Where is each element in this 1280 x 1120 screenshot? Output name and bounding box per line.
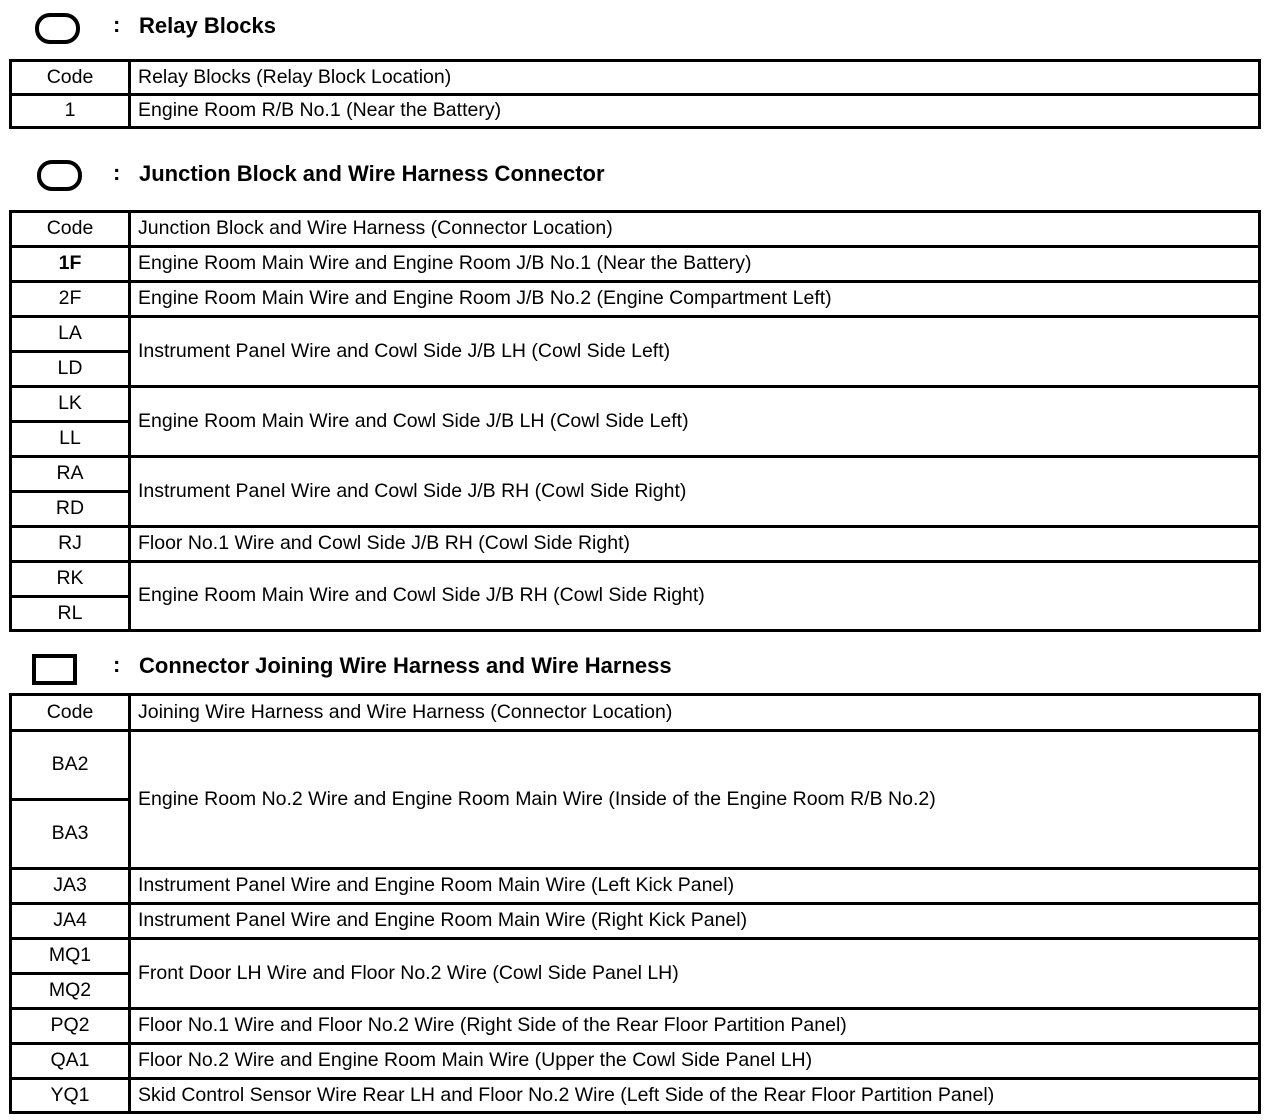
code-cell: LA — [11, 317, 130, 352]
relay-blocks-heading — [0, 8, 1280, 44]
code-cell: LK — [11, 387, 130, 422]
location-cell: Front Door LH Wire and Floor No.2 Wire (Cowl Side Panel LH) — [130, 939, 1260, 1009]
junction-block-table — [9, 210, 1261, 632]
code-cell: 2F — [11, 282, 130, 317]
table-row — [11, 95, 1260, 128]
relay-blocks-table — [9, 59, 1261, 129]
code-cell: LL — [11, 422, 130, 457]
heading-colon: : — [113, 160, 121, 185]
code-cell: MQ1 — [11, 939, 130, 974]
connector-joining-heading — [0, 648, 1280, 684]
code-cell: RL — [11, 597, 130, 631]
code-cell: RJ — [11, 527, 130, 562]
code-cell: RA — [11, 457, 130, 492]
code-cell: PQ2 — [11, 1009, 130, 1044]
table-row — [11, 731, 1260, 800]
code-cell: JA4 — [11, 904, 130, 939]
location-header: Junction Block and Wire Harness (Connector Location) — [130, 212, 1260, 247]
rounded-box-icon — [35, 13, 80, 44]
table-row — [11, 387, 1260, 422]
table-header-row — [11, 212, 1260, 247]
table-row — [11, 1079, 1260, 1113]
location-cell: Instrument Panel Wire and Engine Room Main Wire (Right Kick Panel) — [130, 904, 1260, 939]
code-header: Code — [11, 695, 130, 731]
section-title: Junction Block and Wire Harness Connector — [139, 161, 605, 186]
code-cell: RD — [11, 492, 130, 527]
code-cell: RK — [11, 562, 130, 597]
table-header-row — [11, 61, 1260, 95]
location-cell: Instrument Panel Wire and Engine Room Main Wire (Left Kick Panel) — [130, 869, 1260, 904]
code-cell: LD — [11, 352, 130, 387]
location-cell: Floor No.2 Wire and Engine Room Main Wire (Upper the Cowl Side Panel LH) — [130, 1044, 1260, 1079]
code-cell: JA3 — [11, 869, 130, 904]
location-cell: Engine Room R/B No.1 (Near the Battery) — [130, 95, 1260, 128]
table-row — [11, 904, 1260, 939]
location-cell: Skid Control Sensor Wire Rear LH and Floor No.2 Wire (Left Side of the Rear Floor Partition Panel) — [130, 1079, 1260, 1113]
section-title: Relay Blocks — [139, 13, 276, 38]
table-row — [11, 457, 1260, 492]
code-cell: YQ1 — [11, 1079, 130, 1113]
table-row — [11, 282, 1260, 317]
table-row — [11, 1009, 1260, 1044]
location-cell: Floor No.1 Wire and Cowl Side J/B RH (Cowl Side Right) — [130, 527, 1260, 562]
connector-joining-table — [9, 693, 1261, 1114]
heading-colon: : — [113, 12, 121, 37]
code-cell: 1 — [11, 95, 130, 128]
table-row — [11, 247, 1260, 282]
location-cell: Engine Room Main Wire and Engine Room J/B No.2 (Engine Compartment Left) — [130, 282, 1260, 317]
junction-block-heading — [0, 156, 1280, 192]
location-cell: Engine Room No.2 Wire and Engine Room Main Wire (Inside of the Engine Room R/B No.2) — [130, 731, 1260, 869]
code-cell: QA1 — [11, 1044, 130, 1079]
section-title: Connector Joining Wire Harness and Wire Harness — [139, 653, 672, 678]
table-header-row — [11, 695, 1260, 731]
location-cell: Engine Room Main Wire and Engine Room J/B No.1 (Near the Battery) — [130, 247, 1260, 282]
rounded-box-icon — [37, 160, 82, 191]
location-header: Joining Wire Harness and Wire Harness (Connector Location) — [130, 695, 1260, 731]
location-cell: Instrument Panel Wire and Cowl Side J/B RH (Cowl Side Right) — [130, 457, 1260, 527]
code-header: Code — [11, 61, 130, 95]
table-row — [11, 1044, 1260, 1079]
code-cell: MQ2 — [11, 974, 130, 1009]
heading-colon: : — [113, 652, 121, 677]
table-row — [11, 939, 1260, 974]
square-box-icon — [32, 654, 77, 685]
location-cell: Engine Room Main Wire and Cowl Side J/B RH (Cowl Side Right) — [130, 562, 1260, 631]
table-row — [11, 869, 1260, 904]
code-cell: 1F — [11, 247, 130, 282]
code-header: Code — [11, 212, 130, 247]
location-cell: Instrument Panel Wire and Cowl Side J/B LH (Cowl Side Left) — [130, 317, 1260, 387]
table-row — [11, 317, 1260, 352]
location-header: Relay Blocks (Relay Block Location) — [130, 61, 1260, 95]
location-cell: Engine Room Main Wire and Cowl Side J/B LH (Cowl Side Left) — [130, 387, 1260, 457]
table-row — [11, 562, 1260, 597]
code-cell: BA3 — [11, 800, 130, 869]
code-cell: BA2 — [11, 731, 130, 800]
table-row — [11, 527, 1260, 562]
location-cell: Floor No.1 Wire and Floor No.2 Wire (Right Side of the Rear Floor Partition Panel) — [130, 1009, 1260, 1044]
